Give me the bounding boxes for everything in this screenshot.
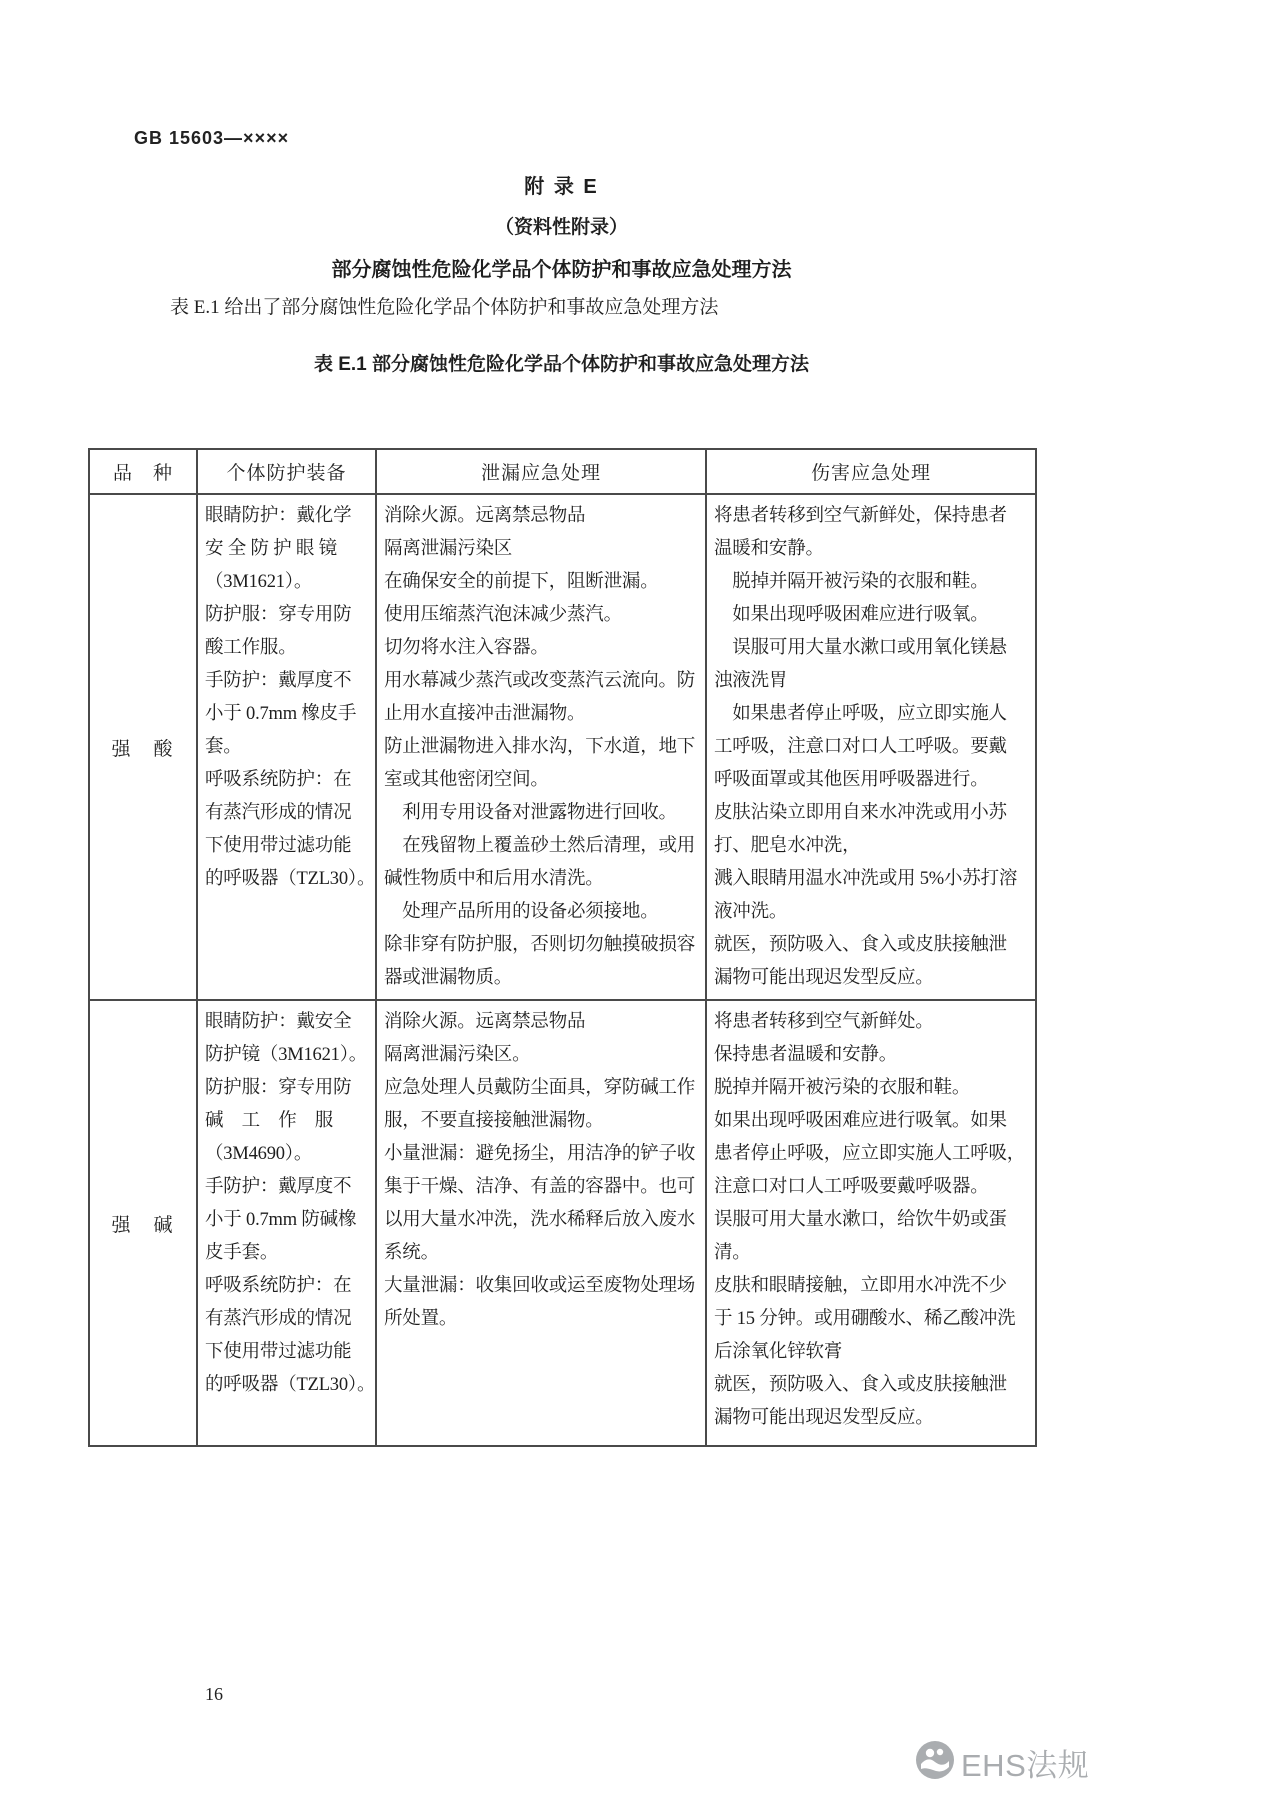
watermark bbox=[915, 1740, 1089, 1785]
cell-line: 处理产品所用的设备必须接地。 bbox=[384, 902, 659, 922]
cell-line: 皮肤和眼睛接触，立即用水冲洗不少 bbox=[714, 1276, 1007, 1296]
table-row bbox=[89, 1000, 1036, 1446]
cell-line: 患者停止呼吸，应立即实施人工呼吸， bbox=[714, 1144, 1026, 1164]
cell-line: 脱掉并隔开被污染的衣服和鞋。 bbox=[714, 572, 989, 592]
cell-line: 皮肤沾染立即用自来水冲洗或用小苏 bbox=[714, 803, 1007, 823]
cell-line: 眼睛防护：戴化学 bbox=[205, 506, 352, 526]
cell-line: 如果出现呼吸困难应进行吸氧。如果 bbox=[714, 1111, 1007, 1131]
cell-line: 打、肥皂水冲洗， bbox=[714, 836, 861, 856]
cell-line: 在残留物上覆盖砂土然后清理，或用 bbox=[384, 836, 696, 856]
cell-line: 手防护：戴厚度不 bbox=[205, 1177, 352, 1197]
cell-line: 止用水直接冲击泄漏物。 bbox=[384, 704, 586, 724]
cell-line: 漏物可能出现迟发型反应。 bbox=[714, 968, 934, 988]
cell-line: 安 全 防 护 眼 镜 bbox=[205, 539, 337, 559]
cell-line: 浊液洗胃 bbox=[714, 671, 788, 691]
cell-line: 应急处理人员戴防尘面具，穿防碱工作 bbox=[384, 1078, 696, 1098]
cell-line: 防护镜（3M1621）。 bbox=[205, 1045, 368, 1065]
cell-line: 在确保安全的前提下，阻断泄漏。 bbox=[384, 572, 659, 592]
cell-line: 有蒸汽形成的情况 bbox=[205, 803, 352, 823]
cell-line: 隔离泄漏污染区。 bbox=[384, 1045, 531, 1065]
cell-line: 以用大量水冲洗，洗水稀释后放入废水 bbox=[384, 1210, 696, 1230]
cell-line: 切勿将水注入容器。 bbox=[384, 638, 549, 658]
cell-line: 小于 0.7mm 防碱橡 bbox=[205, 1210, 357, 1230]
cell-line: 皮手套。 bbox=[205, 1243, 279, 1263]
cell-line: 将患者转移到空气新鲜处。 bbox=[714, 1012, 934, 1032]
protection-table bbox=[88, 448, 1037, 1447]
cell-line: 液冲洗。 bbox=[714, 902, 788, 922]
cell-line: 套。 bbox=[205, 737, 242, 757]
cell-line: 大量泄漏：收集回收或运至废物处理场 bbox=[384, 1276, 696, 1296]
cell-line: 使用压缩蒸汽泡沫减少蒸汽。 bbox=[384, 605, 622, 625]
ehs-logo-icon bbox=[915, 1740, 955, 1785]
cell-line: 呼吸面罩或其他医用呼吸器进行。 bbox=[714, 770, 989, 790]
cell-line: 系统。 bbox=[384, 1243, 439, 1263]
cell-line: 消除火源。远离禁忌物品 bbox=[384, 1012, 586, 1032]
cell-line: 将患者转移到空气新鲜处，保持患者 bbox=[714, 506, 1007, 526]
cell-line: 脱掉并隔开被污染的衣服和鞋。 bbox=[714, 1078, 971, 1098]
cell-line: 的呼吸器（TZL30）。 bbox=[205, 869, 376, 889]
column-header-injury: 伤害应急处理 bbox=[706, 449, 1036, 494]
cell-line: 酸工作服。 bbox=[205, 638, 297, 658]
cell-line: 注意口对口人工呼吸要戴呼吸器。 bbox=[714, 1177, 989, 1197]
cell-line: 防止泄漏物进入排水沟，下水道，地下 bbox=[384, 737, 696, 757]
intro-paragraph: 表 E.1 给出了部分腐蚀性危险化学品个体防护和事故应急处理方法 bbox=[170, 297, 719, 318]
cell-line: （3M4690）。 bbox=[205, 1144, 313, 1164]
cell-line: 就医，预防吸入、食入或皮肤接触泄 bbox=[714, 935, 1007, 955]
cell-line: 误服可用大量水漱口或用氧化镁悬 bbox=[714, 638, 1007, 658]
cell-line: 服，不要直接接触泄漏物。 bbox=[384, 1111, 604, 1131]
cell-line: 防护服：穿专用防 bbox=[205, 1078, 352, 1098]
cell-line: 碱 工 作 服 bbox=[205, 1111, 334, 1131]
cell-line: 清。 bbox=[714, 1243, 751, 1263]
cell-line: 隔离泄漏污染区 bbox=[384, 539, 513, 559]
cell-line: 下使用带过滤功能 bbox=[205, 1342, 352, 1362]
table-caption: 表 E.1 部分腐蚀性危险化学品个体防护和事故应急处理方法 bbox=[313, 354, 810, 375]
appendix-title: 部分腐蚀性危险化学品个体防护和事故应急处理方法 bbox=[331, 259, 792, 281]
cell-line: 小量泄漏：避免扬尘，用洁净的铲子收 bbox=[384, 1144, 696, 1164]
cell-line: 集于干燥、洁净、有盖的容器中。也可 bbox=[384, 1177, 696, 1197]
protection-cell-acid bbox=[197, 494, 376, 1000]
injury-cell-alkali bbox=[706, 1000, 1036, 1446]
column-header-protection: 个体防护装备 bbox=[197, 449, 376, 494]
cell-line: 于 15 分钟。或用硼酸水、稀乙酸冲洗 bbox=[714, 1309, 1016, 1329]
category-cell-strong-alkali: 强 碱 bbox=[89, 1000, 197, 1446]
protection-cell-alkali bbox=[197, 1000, 376, 1446]
cell-line: 误服可用大量水漱口，给饮牛奶或蛋 bbox=[714, 1210, 1007, 1230]
cell-line: 漏物可能出现迟发型反应。 bbox=[714, 1408, 934, 1428]
cell-line: 下使用带过滤功能 bbox=[205, 836, 352, 856]
table-header-row bbox=[89, 449, 1036, 494]
cell-line: 溅入眼睛用温水冲洗或用 5%小苏打溶 bbox=[714, 869, 1018, 889]
cell-line: 手防护：戴厚度不 bbox=[205, 671, 352, 691]
leak-cell-alkali bbox=[376, 1000, 706, 1446]
appendix-type: （资料性附录） bbox=[494, 217, 628, 238]
column-header-category: 品 种 bbox=[89, 449, 197, 494]
cell-line: 有蒸汽形成的情况 bbox=[205, 1309, 352, 1329]
cell-line: 工呼吸，注意口对口人工呼吸。要戴 bbox=[714, 737, 1007, 757]
table-row bbox=[89, 494, 1036, 1000]
cell-line: 如果出现呼吸困难应进行吸氧。 bbox=[714, 605, 989, 625]
cell-line: 利用专用设备对泄露物进行回收。 bbox=[384, 803, 677, 823]
cell-line: 碱性物质中和后用水清洗。 bbox=[384, 869, 604, 889]
cell-line: 的呼吸器（TZL30）。 bbox=[205, 1375, 376, 1395]
category-cell-strong-acid: 强 酸 bbox=[89, 494, 197, 1000]
standard-number: GB 15603—×××× bbox=[134, 128, 290, 148]
column-header-leak: 泄漏应急处理 bbox=[376, 449, 706, 494]
appendix-label: 附 录 E bbox=[524, 176, 599, 198]
injury-cell-acid bbox=[706, 494, 1036, 1000]
cell-line: 呼吸系统防护：在 bbox=[205, 1276, 352, 1296]
leak-cell-acid bbox=[376, 494, 706, 1000]
cell-line: 消除火源。远离禁忌物品 bbox=[384, 506, 586, 526]
cell-line: 除非穿有防护服，否则切勿触摸破损容 bbox=[384, 935, 696, 955]
cell-line: 后涂氧化锌软膏 bbox=[714, 1342, 843, 1362]
cell-line: 温暖和安静。 bbox=[714, 539, 824, 559]
cell-line: 用水幕减少蒸汽或改变蒸汽云流向。防 bbox=[384, 671, 696, 691]
cell-line: 防护服：穿专用防 bbox=[205, 605, 352, 625]
cell-line: 呼吸系统防护：在 bbox=[205, 770, 352, 790]
cell-line: 室或其他密闭空间。 bbox=[384, 770, 549, 790]
cell-line: 所处置。 bbox=[384, 1309, 458, 1329]
cell-line: 保持患者温暖和安静。 bbox=[714, 1045, 898, 1065]
watermark-label: EHS法规 bbox=[961, 1748, 1090, 1783]
cell-line: 如果患者停止呼吸，应立即实施人 bbox=[714, 704, 1007, 724]
cell-line: 小于 0.7mm 橡皮手 bbox=[205, 704, 357, 724]
cell-line: 就医，预防吸入、食入或皮肤接触泄 bbox=[714, 1375, 1007, 1395]
page-number: 16 bbox=[205, 1684, 223, 1704]
cell-line: 器或泄漏物质。 bbox=[384, 968, 513, 988]
cell-line: （3M1621）。 bbox=[205, 572, 313, 592]
cell-line: 眼睛防护：戴安全 bbox=[205, 1012, 352, 1032]
